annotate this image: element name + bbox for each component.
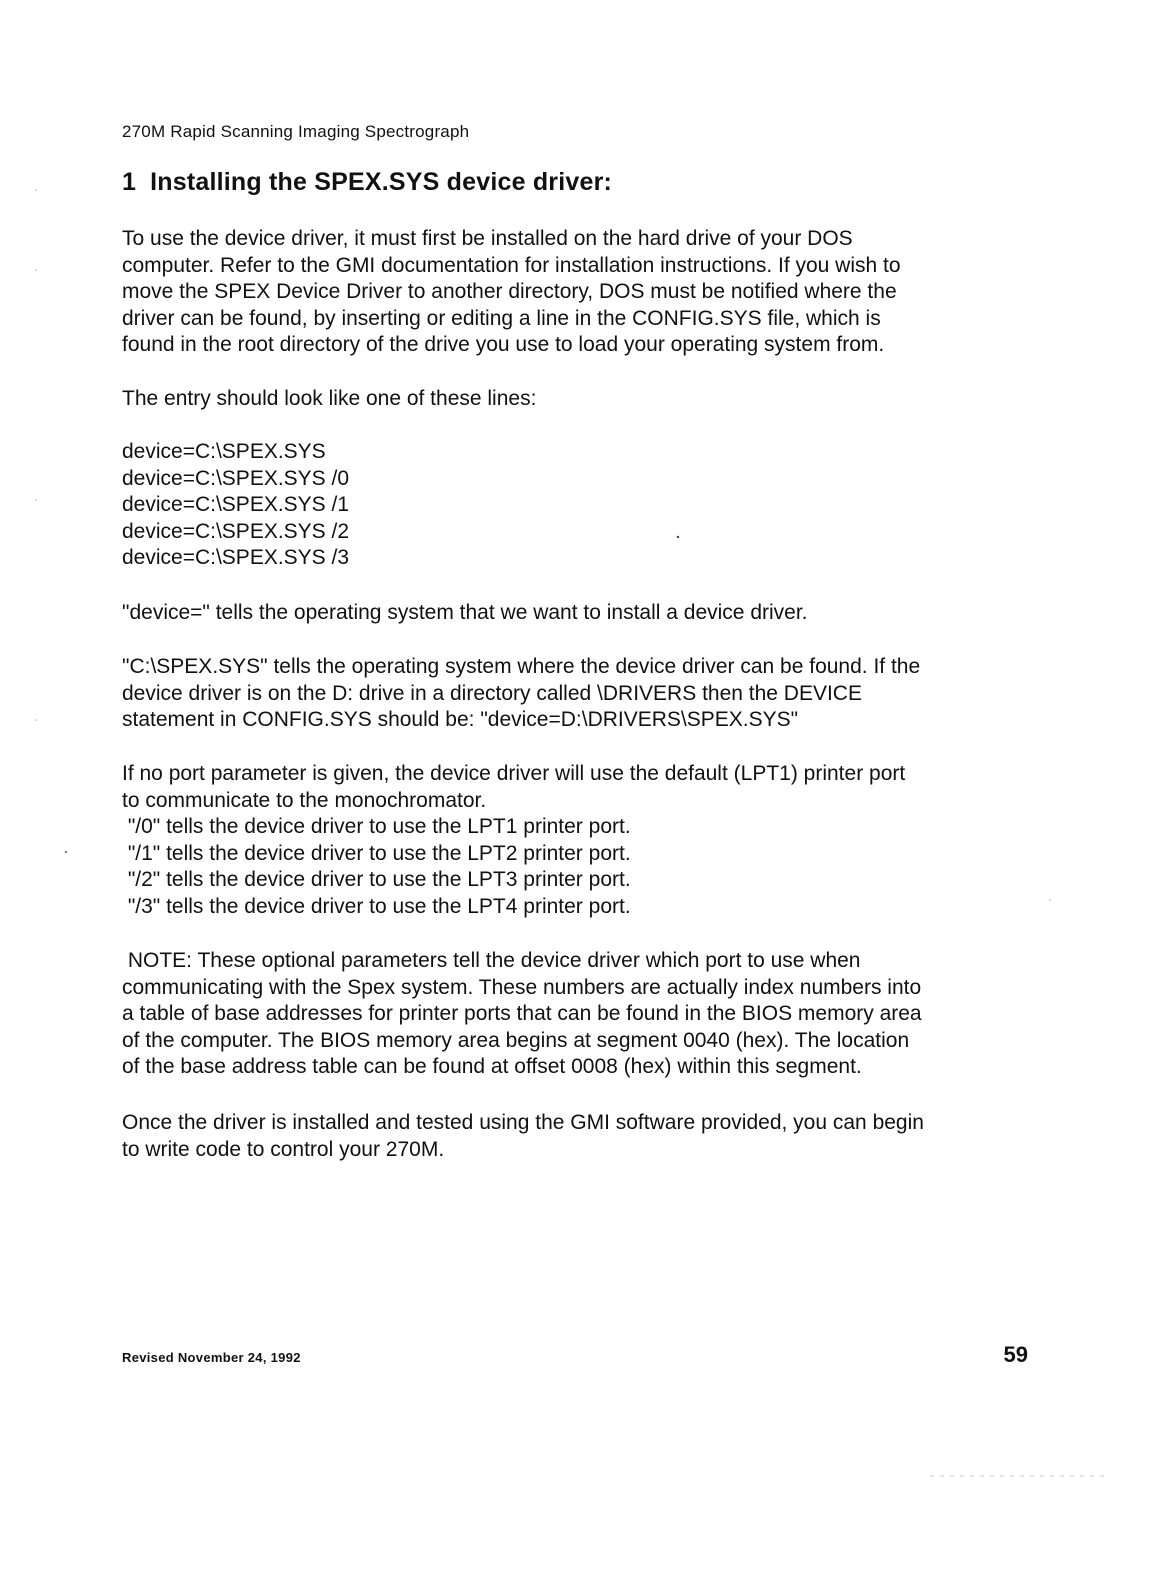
closing-paragraph <box>122 1110 1042 1163</box>
text-line: The entry should look like one of these lines: <box>122 387 537 410</box>
text-line: move the SPEX Device Driver to another directory, DOS must be notified where the <box>122 280 897 303</box>
text-line: If no port parameter is given, the device driver will use the default (LPT1) printer port <box>122 762 906 785</box>
revision-date: Revised November 24, 1992 <box>122 1350 301 1365</box>
config-entry: device=C:\SPEX.SYS /2 <box>122 519 350 543</box>
text-line: To use the device driver, it must first be installed on the hard drive of your DOS <box>122 227 853 250</box>
text-line: of the computer. The BIOS memory area begins at segment 0040 (hex). The location <box>122 1028 910 1052</box>
config-entries <box>122 439 1042 572</box>
section-number: 1 <box>122 168 137 196</box>
page-number: 59 <box>1003 1342 1028 1367</box>
config-entry: device=C:\SPEX.SYS /0 <box>122 466 350 490</box>
note-paragraph <box>122 948 1042 1081</box>
device-explain-paragraph <box>122 600 1042 627</box>
text-line: computer. Refer to the GMI documentation for installation instructions. If you wish to <box>122 253 901 277</box>
config-entry: device=C:\SPEX.SYS /1 <box>122 493 350 516</box>
text-line: NOTE: These optional parameters tell the device driver which port to use when <box>122 949 861 972</box>
text-line: Once the driver is installed and tested using the GMI software provided, you can begin <box>122 1111 924 1134</box>
section-heading <box>122 168 612 197</box>
text-line: communicating with the Spex system. These numbers are actually index numbers into <box>122 975 922 999</box>
text-line: of the base address table can be found at offset 0008 (hex) within this segment. <box>122 1055 862 1078</box>
intro-paragraph <box>122 226 1042 359</box>
running-header: 270M Rapid Scanning Imaging Spectrograph <box>122 122 470 141</box>
config-entry: device=C:\SPEX.SYS /3 <box>122 546 350 569</box>
text-line: a table of base addresses for printer ports that can be found in the BIOS memory area <box>122 1002 922 1025</box>
port-explain-paragraph <box>122 761 1042 920</box>
entry-lead-paragraph <box>122 386 1042 413</box>
port-option-line: "/2" tells the device driver to use the LPT3 printer port. <box>122 868 631 891</box>
path-explain-paragraph <box>122 654 1042 734</box>
text-line: device driver is on the D: drive in a directory called \DRIVERS then the DEVICE <box>122 681 862 705</box>
text-line: "C:\SPEX.SYS" tells the operating system where the device driver can be found. If the <box>122 655 921 678</box>
config-entry: device=C:\SPEX.SYS <box>122 440 326 463</box>
text-line: statement in CONFIG.SYS should be: "device=D:\DRIVERS\SPEX.SYS" <box>122 708 799 731</box>
text-line: to communicate to the monochromator. <box>122 788 487 812</box>
port-option-line: "/1" tells the device driver to use the LPT2 printer port. <box>122 841 631 865</box>
text-line: found in the root directory of the drive you use to load your operating system from. <box>122 333 885 356</box>
text-line: "device=" tells the operating system that we want to install a device driver. <box>122 601 808 624</box>
text-line: driver can be found, by inserting or editing a line in the CONFIG.SYS file, which is <box>122 306 881 330</box>
text-line: to write code to control your 270M. <box>122 1137 445 1161</box>
port-option-line: "/0" tells the device driver to use the LPT1 printer port. <box>122 815 631 838</box>
section-title: Installing the SPEX.SYS device driver: <box>150 168 613 196</box>
port-option-line: "/3" tells the device driver to use the LPT4 printer port. <box>122 894 631 918</box>
